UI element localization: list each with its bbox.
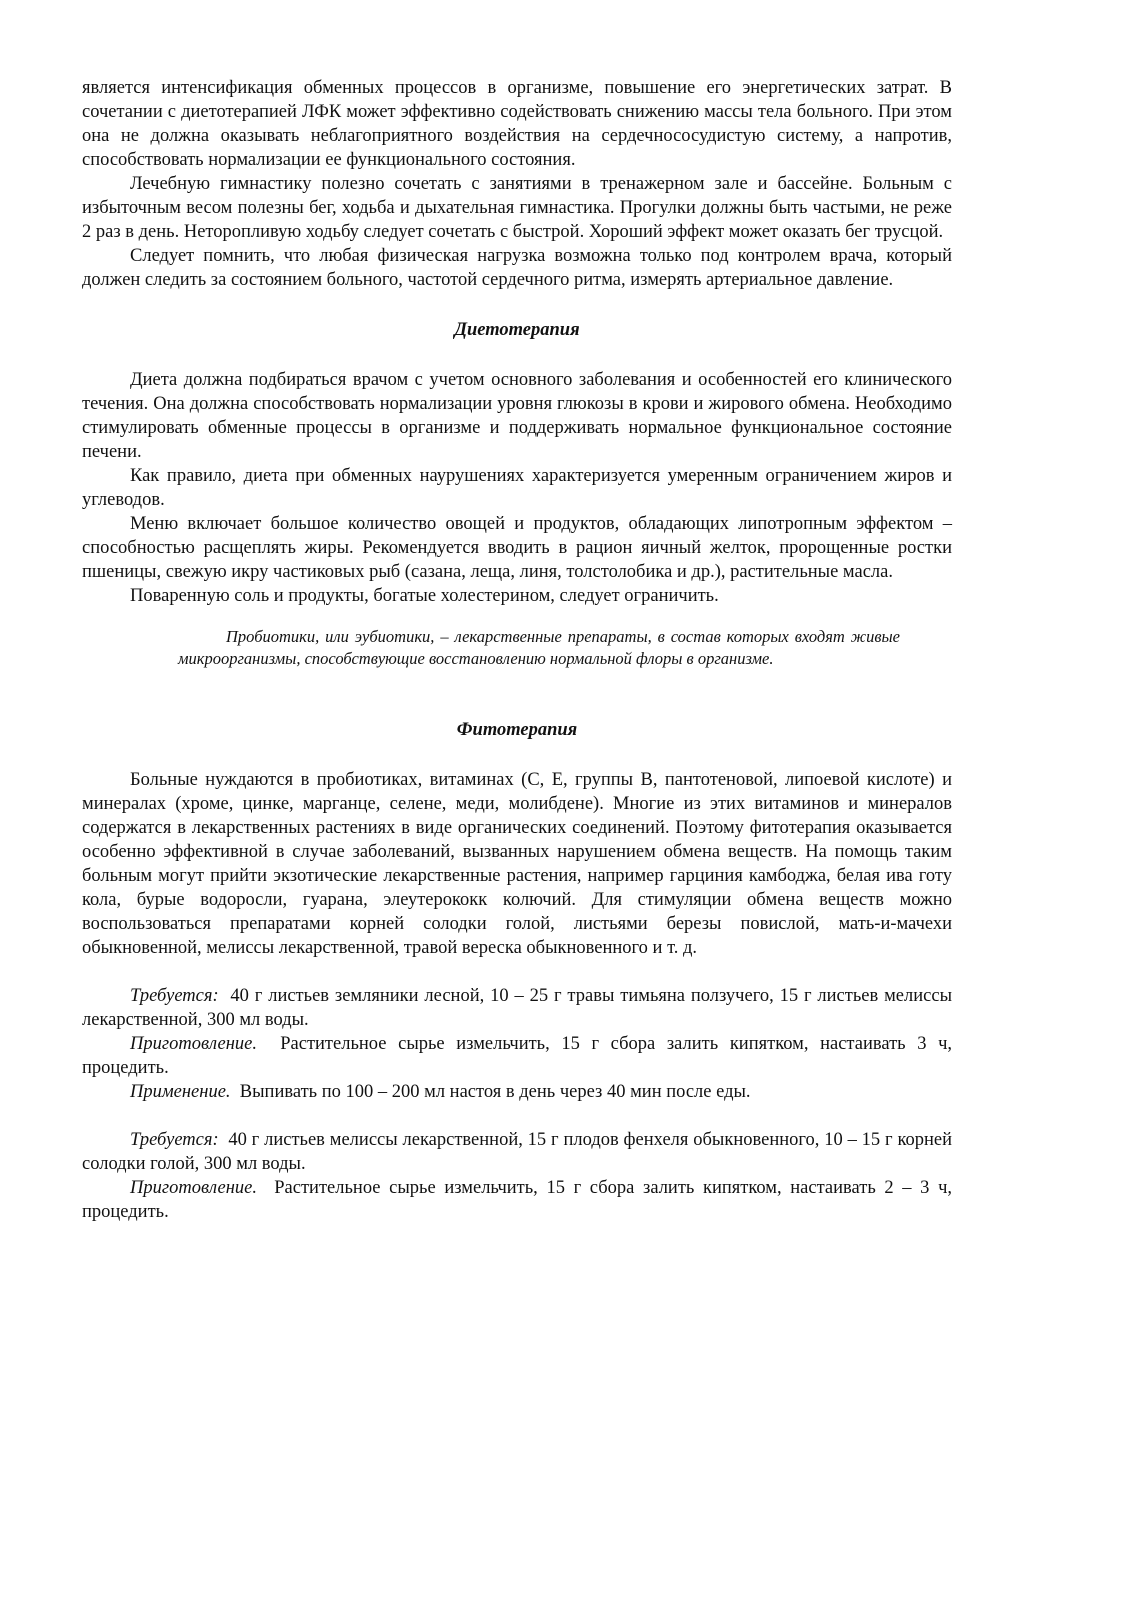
intro-paragraph-1: является интенсификация обменных процессов в организме, повышение его энергетических затрат. В сочетании с диетотерапией ЛФК может эффективно содействовать снижению массы тела больного. При этом она не должна оказывать неблагоприятного воздействия на сердечнососудистую систему, а напротив, способствовать нормализации ее функционального состояния. — [82, 78, 952, 170]
phyto-paragraph-1: Больные нуждаются в пробиотиках, витаминах (С, Е, группы В, пантотеновой, липоевой кислоте) и минералах (хроме, цинке, марганце, селене, меди, молибдене). Многие из этих витаминов и минералов содержатся в лекарственных растениях в виде органических соединений. Поэтому фитотерапия оказывается особенно эффективной в случае заболеваний, вызванных нарушением обмена веществ. На помощь таким больным могут прийти экзотические лекарственные растения, например гарциния камбоджа, белая ива готу кола, бурые водоросли, гуарана, элеутерококк колючий. Для стимуляции обмена веществ можно воспользоваться препаратами корней солодки голой, листьями березы повислой, мать-и-мачехи обыкновенной, мелиссы лекарственной, травой вереска обыкновенного и т. д. — [82, 770, 952, 958]
diet-paragraph-3: Меню включает большое количество овощей и продуктов, обладающих липотропным эффектом – способностью расщеплять жиры. Рекомендуется вводить в рацион яичный желток, пророщенные ростки пшеницы, свежую икру частиковых рыб (сазана, леща, линя, толстолобика и др.), растительные масла. — [82, 514, 952, 582]
recipe-2-requirements — [82, 1128, 952, 1176]
probiotics-note — [178, 626, 900, 670]
probiotics-note-text: Пробиотики, или эубиотики, – лекарственные препараты, в состав которых входят живые микроорганизмы, способствующие восстановлению нормальной флоры в организме. — [178, 627, 900, 668]
intro-paragraph-2: Лечебную гимнастику полезно сочетать с занятиями в тренажерном зале и бассейне. Больным с избыточным весом полезны бег, ходьба и дыхательная гимнастика. Прогулки должны быть частыми, не реже 2 раз в день. Неторопливую ходьбу следует сочетать с быстрой. Хороший эффект может оказать бег трусцой. — [82, 174, 952, 242]
recipe-1-preparation — [82, 1032, 952, 1080]
intro-paragraph-3: Следует помнить, что любая физическая нагрузка возможна только под контролем врача, который должен следить за состоянием больного, частотой сердечного ритма, измерять артериальное давление. — [82, 246, 952, 290]
diet-paragraph-4: Поваренную соль и продукты, богатые холестерином, следует ограничить. — [130, 586, 719, 606]
recipe-1-usage — [82, 1080, 952, 1104]
recipe-1-req-text: 40 г листьев земляники лесной, 10 – 25 г травы тимьяна ползучего, 15 г листьев мелиссы лекарственной, 300 мл воды. — [82, 986, 952, 1030]
diet-paragraph-2: Как правило, диета при обменных наурушениях характеризуется умеренным ограничением жиров и углеводов. — [82, 466, 952, 510]
recipe-1-prep-text: Растительное сырье измельчить, 15 г сбора залить кипятком, настаивать 3 ч, процедить. — [82, 1034, 953, 1078]
recipe-2-preparation — [82, 1176, 952, 1224]
recipe-2-req-label: Требуется: — [130, 1130, 219, 1150]
recipe-2-prep-text: Растительное сырье измельчить, 15 г сбора залить кипятком, настаивать 2 – 3 ч, процедить. — [82, 1178, 953, 1222]
recipe-2-req-text: 40 г листьев мелиссы лекарственной, 15 г плодов фенхеля обыкновенного, 10 – 15 г корней солодки голой, 300 мл воды. — [82, 1130, 953, 1174]
recipe-2-prep-label: Приготовление. — [130, 1178, 257, 1198]
recipe-1-requirements — [82, 984, 952, 1032]
recipe-1-req-label: Требуется: — [130, 986, 219, 1006]
recipe-1 — [82, 984, 952, 1104]
document-page — [82, 76, 952, 1224]
recipe-2 — [82, 1128, 952, 1224]
recipe-1-use-text: Выпивать по 100 – 200 мл настоя в день через 40 мин после еды. — [239, 1082, 751, 1102]
recipe-1-prep-label: Приготовление. — [130, 1034, 257, 1054]
section-heading-diet: Диетотерапия — [454, 320, 580, 340]
diet-paragraph-1: Диета должна подбираться врачом с учетом основного заболевания и особенностей его клинического течения. Она должна способствовать нормализации уровня глюкозы в крови и жирового обмена. Необходимо стимулировать обменные процессы в организме и поддерживать нормальное функциональное состояние печени. — [82, 370, 952, 462]
recipe-1-use-label: Применение. — [130, 1082, 231, 1102]
section-heading-phyto: Фитотерапия — [456, 720, 578, 740]
